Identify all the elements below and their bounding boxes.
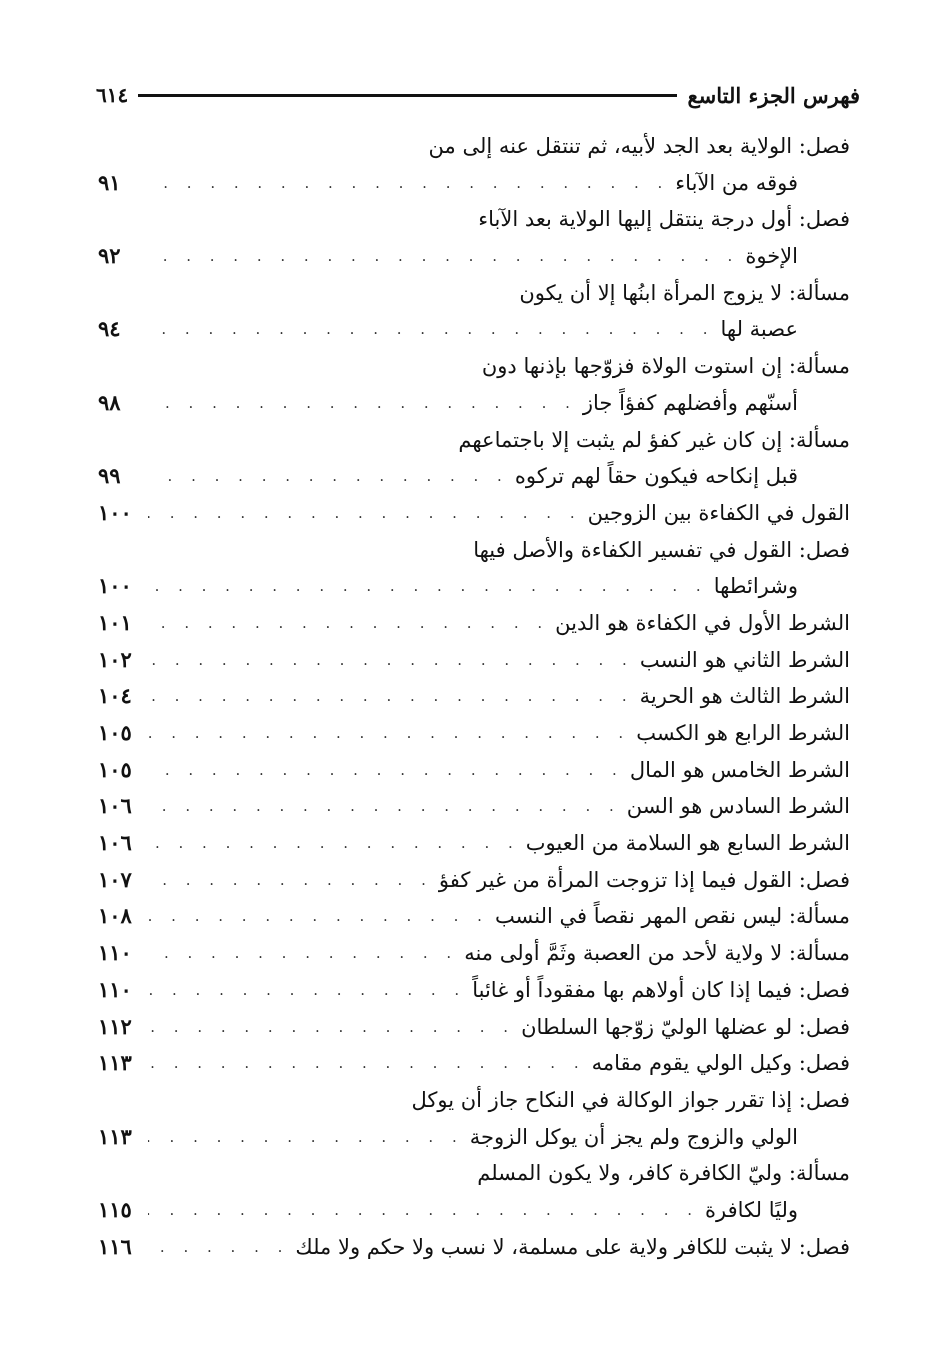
toc-entry bbox=[98, 201, 850, 238]
entry-page: ٩٩ bbox=[98, 463, 121, 489]
entry-page: ١٠٤ bbox=[98, 683, 132, 709]
entry-page: ٩٤ bbox=[98, 316, 121, 342]
toc-entry bbox=[98, 972, 850, 1009]
entry-title: الولي والزوج ولم يجز أن يوكل الزوجة bbox=[469, 1124, 798, 1149]
entry-prefix: فصل: bbox=[792, 537, 850, 562]
entry-title: لا يزوج المرأة ابنُها إلا أن يكون bbox=[519, 280, 783, 305]
entry-page: ١١٣ bbox=[98, 1050, 132, 1076]
toc-list bbox=[98, 128, 850, 1265]
dot-leader bbox=[148, 495, 582, 532]
entry-prefix: فصل: bbox=[792, 1051, 850, 1076]
dot-leader bbox=[148, 1192, 699, 1229]
entry-prefix: مسألة: bbox=[782, 941, 850, 966]
entry-page: ٩٨ bbox=[98, 389, 121, 415]
toc-entry bbox=[98, 1229, 850, 1266]
dot-leader bbox=[148, 1119, 464, 1156]
toc-entry-continuation bbox=[98, 458, 850, 495]
dot-leader bbox=[148, 972, 466, 1009]
toc-entry bbox=[98, 935, 850, 972]
toc-entry bbox=[98, 1082, 850, 1119]
dot-leader bbox=[148, 1009, 515, 1046]
toc-entry bbox=[98, 642, 850, 679]
toc-entry-continuation bbox=[98, 1119, 850, 1156]
entry-page: ١٠١ bbox=[98, 609, 132, 635]
toc-entry bbox=[98, 495, 850, 532]
dot-leader bbox=[148, 788, 621, 825]
entry-title: لا ولاية لأحد من العصبة وثَمَّ أولى منه bbox=[464, 941, 783, 966]
entry-page: ١٠٥ bbox=[98, 720, 132, 745]
dot-leader bbox=[148, 165, 669, 202]
entry-title: فيما إذا كان أولاهم بها مفقوداً أو غائباً bbox=[472, 977, 793, 1002]
toc-entry-continuation bbox=[98, 385, 850, 422]
entry-title: وشرائطها bbox=[713, 574, 798, 599]
entry-title: الشرط السابع هو السلامة من العيوب bbox=[525, 831, 850, 856]
entry-title: وكيل الولي يقوم مقامه bbox=[591, 1051, 793, 1076]
toc-entry bbox=[98, 348, 850, 385]
toc-entry-continuation bbox=[98, 311, 850, 348]
entry-title: الشرط الرابع هو الكسب bbox=[636, 721, 850, 745]
entry-title: إذا تقرر جواز الوكالة في النكاح جاز أن يوكل bbox=[411, 1087, 793, 1112]
entry-title: الشرط الثاني هو النسب bbox=[639, 647, 850, 672]
entry-page: ١١٠ bbox=[98, 976, 132, 1002]
entry-title: إن كان غير كفؤ لم يثبت إلا باجتماعهم bbox=[458, 427, 783, 452]
toc-entry bbox=[98, 752, 850, 789]
toc-entry-continuation bbox=[98, 1192, 850, 1229]
entry-prefix: فصل: bbox=[792, 1014, 850, 1039]
dot-leader bbox=[148, 385, 577, 422]
dot-leader bbox=[148, 458, 509, 495]
toc-entry bbox=[98, 862, 850, 899]
entry-page: ١٠٢ bbox=[98, 646, 132, 672]
toc-entry-continuation bbox=[98, 165, 850, 202]
toc-entry-continuation bbox=[98, 568, 850, 605]
entry-prefix: مسألة: bbox=[782, 904, 850, 929]
header-rule bbox=[138, 94, 677, 97]
toc-entry bbox=[98, 128, 850, 165]
dot-leader bbox=[148, 238, 739, 275]
entry-prefix: فصل: bbox=[792, 207, 850, 232]
entry-page: ١٠٦ bbox=[98, 830, 132, 856]
dot-leader bbox=[148, 752, 624, 789]
dot-leader bbox=[148, 311, 715, 348]
entry-page: ١١٥ bbox=[98, 1196, 132, 1222]
entry-page: ١١٣ bbox=[98, 1123, 132, 1149]
toc-entry bbox=[98, 678, 850, 715]
toc-entry bbox=[98, 532, 850, 569]
entry-prefix: مسألة: bbox=[782, 1161, 850, 1186]
entry-page: ١٠٧ bbox=[98, 866, 132, 892]
toc-entry bbox=[98, 825, 850, 862]
entry-title: الشرط السادس هو السن bbox=[626, 794, 850, 819]
entry-page: ١٠٦ bbox=[98, 793, 132, 819]
entry-title: ليس نقص المهر نقصاً في النسب bbox=[494, 904, 783, 929]
entry-prefix: فصل: bbox=[792, 977, 850, 1002]
dot-leader bbox=[148, 642, 634, 679]
dot-leader bbox=[148, 568, 708, 605]
dot-leader bbox=[148, 678, 634, 715]
dot-leader bbox=[148, 605, 549, 642]
toc-entry bbox=[98, 788, 850, 825]
entry-page: ١١٠ bbox=[98, 940, 132, 966]
entry-page: ٩١ bbox=[98, 169, 121, 195]
entry-title: قبل إنكاحه فيكون حقاً لهم تركوه bbox=[514, 464, 798, 489]
dot-leader bbox=[148, 1229, 289, 1266]
dot-leader bbox=[148, 935, 458, 972]
entry-page: ٩٢ bbox=[98, 243, 121, 269]
entry-title: الولاية بعد الجد لأبيه، ثم تنتقل عنه إلى من bbox=[428, 134, 793, 158]
entry-prefix: فصل: bbox=[792, 867, 850, 892]
entry-title: عصبة لها bbox=[720, 317, 798, 342]
entry-page: ١٠٨ bbox=[98, 903, 132, 929]
entry-prefix: فصل: bbox=[792, 1087, 850, 1112]
toc-entry bbox=[98, 715, 850, 752]
page-title: فهرس الجزء التاسع bbox=[687, 82, 860, 108]
entry-title: إن استوت الولاة فزوّجها بإذنها دون bbox=[481, 354, 783, 379]
page-header bbox=[96, 80, 860, 110]
toc-entry bbox=[98, 605, 850, 642]
entry-title: فوقه من الآباء bbox=[675, 170, 798, 195]
entry-page: ١١٢ bbox=[98, 1013, 132, 1039]
entry-title: وليّ الكافرة كافر، ولا يكون المسلم bbox=[477, 1161, 783, 1186]
entry-title: الإخوة bbox=[745, 244, 798, 269]
entry-prefix: فصل: bbox=[792, 1234, 850, 1259]
dot-leader bbox=[148, 1045, 586, 1082]
entry-title: القول في تفسير الكفاءة والأصل فيها bbox=[473, 537, 793, 562]
entry-prefix: فصل: bbox=[792, 134, 850, 158]
entry-title: القول في الكفاءة بين الزوجين bbox=[587, 500, 850, 525]
toc-entry bbox=[98, 1045, 850, 1082]
entry-title: لو عضلها الوليّ زوّجها السلطان bbox=[521, 1014, 793, 1039]
toc-entry bbox=[98, 1155, 850, 1192]
entry-page: ١٠٥ bbox=[98, 756, 132, 782]
entry-prefix: مسألة: bbox=[782, 354, 850, 379]
page-number: ٦١٤ bbox=[96, 83, 129, 107]
toc-entry-continuation bbox=[98, 238, 850, 275]
entry-prefix: مسألة: bbox=[782, 427, 850, 452]
entry-title: الشرط الثالث هو الحرية bbox=[639, 684, 850, 709]
entry-prefix: مسألة: bbox=[782, 280, 850, 305]
dot-leader bbox=[148, 862, 433, 899]
entry-title: أول درجة ينتقل إليها الولاية بعد الآباء bbox=[478, 207, 793, 232]
entry-title: الشرط الأول في الكفاءة هو الدين bbox=[555, 610, 850, 635]
toc-entry bbox=[98, 422, 850, 459]
entry-title: أسنّهم وأفضلهم كفؤاً جاز bbox=[582, 390, 798, 415]
toc-entry bbox=[98, 275, 850, 312]
entry-title: القول فيما إذا تزوجت المرأة من غير كفؤ bbox=[438, 867, 793, 892]
dot-leader bbox=[148, 825, 520, 862]
entry-title: الشرط الخامس هو المال bbox=[629, 757, 850, 782]
entry-page: ١٠٠ bbox=[98, 573, 132, 599]
entry-page: ١٠٠ bbox=[98, 499, 132, 525]
entry-title: لا يثبت للكافر ولاية على مسلمة، لا نسب ولا حكم ولا ملك bbox=[295, 1234, 793, 1259]
toc-entry bbox=[98, 1009, 850, 1046]
dot-leader bbox=[148, 715, 630, 752]
entry-title: وليًا لكافرة bbox=[705, 1197, 798, 1222]
dot-leader bbox=[148, 898, 489, 935]
toc-entry bbox=[98, 898, 850, 935]
entry-page: ١١٦ bbox=[98, 1233, 132, 1259]
